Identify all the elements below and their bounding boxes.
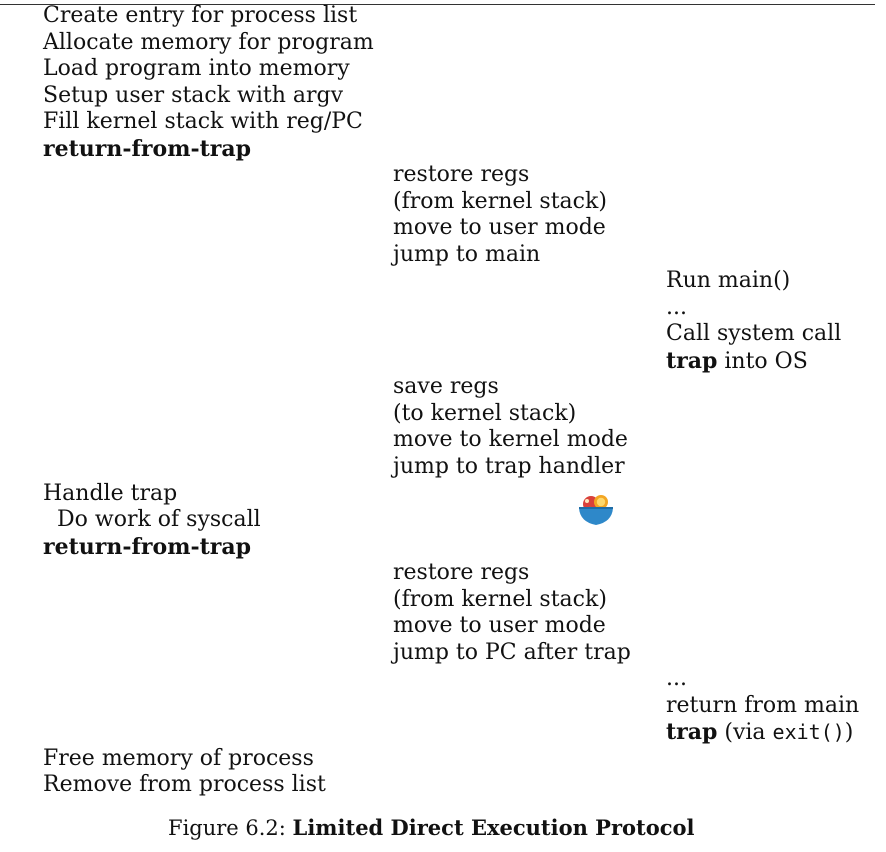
os-step-remove-process: Remove from process list (43, 772, 326, 797)
fruit-bowl-icon (576, 490, 616, 530)
close-paren: ) (844, 720, 854, 745)
prog-step-trap-via-exit (666, 719, 853, 747)
hw-step-jump-main: jump to main (393, 242, 541, 267)
os-step-do-work: Do work of syscall (57, 507, 261, 532)
prog-step-call-syscall: Call system call (666, 321, 842, 346)
prog-step-ellipsis-2: ... (666, 666, 687, 691)
hw-step-restore-regs-2: restore regs (393, 560, 530, 585)
os-step-fill-kernel-stack: Fill kernel stack with reg/PC (43, 109, 363, 134)
prog-step-return-from-main: return from main (666, 693, 860, 718)
hw-step-from-kernel-stack: (from kernel stack) (393, 189, 607, 214)
via-text: (via (717, 720, 773, 745)
hw-step-jump-trap-handler: jump to trap handler (393, 454, 625, 479)
os-step-free-memory: Free memory of process (43, 746, 314, 771)
hw-step-save-regs: save regs (393, 374, 499, 399)
os-step-return-from-trap: return-from-trap (43, 136, 251, 162)
prog-step-ellipsis: ... (666, 295, 687, 320)
trap-keyword: trap (666, 348, 718, 374)
prog-step-run-main: Run main() (666, 268, 791, 293)
trap-keyword-2: trap (666, 719, 718, 745)
os-step-allocate-memory: Allocate memory for program (43, 30, 374, 55)
hw-step-restore-regs: restore regs (393, 162, 530, 187)
os-step-return-from-trap-2: return-from-trap (43, 534, 251, 560)
os-step-load-program: Load program into memory (43, 56, 350, 81)
hw-step-to-kernel-stack: (to kernel stack) (393, 401, 577, 426)
caption-title: Limited Direct Execution Protocol (292, 815, 695, 840)
hw-step-move-user-mode-2: move to user mode (393, 613, 606, 638)
hw-step-move-kernel-mode: move to kernel mode (393, 427, 628, 452)
os-step-setup-stack: Setup user stack with argv (43, 83, 344, 108)
os-step-create-entry: Create entry for process list (43, 3, 358, 28)
figure-caption (168, 815, 695, 840)
hw-step-from-kernel-stack-2: (from kernel stack) (393, 587, 607, 612)
caption-label: Figure 6.2: (168, 816, 293, 840)
hw-step-jump-pc-after-trap: jump to PC after trap (393, 640, 631, 665)
os-step-handle-trap: Handle trap (43, 481, 178, 506)
exit-code: exit() (772, 720, 845, 744)
prog-step-trap-into-os (666, 348, 808, 376)
hw-step-move-user-mode: move to user mode (393, 215, 606, 240)
trap-into-os-text: into OS (717, 349, 808, 374)
